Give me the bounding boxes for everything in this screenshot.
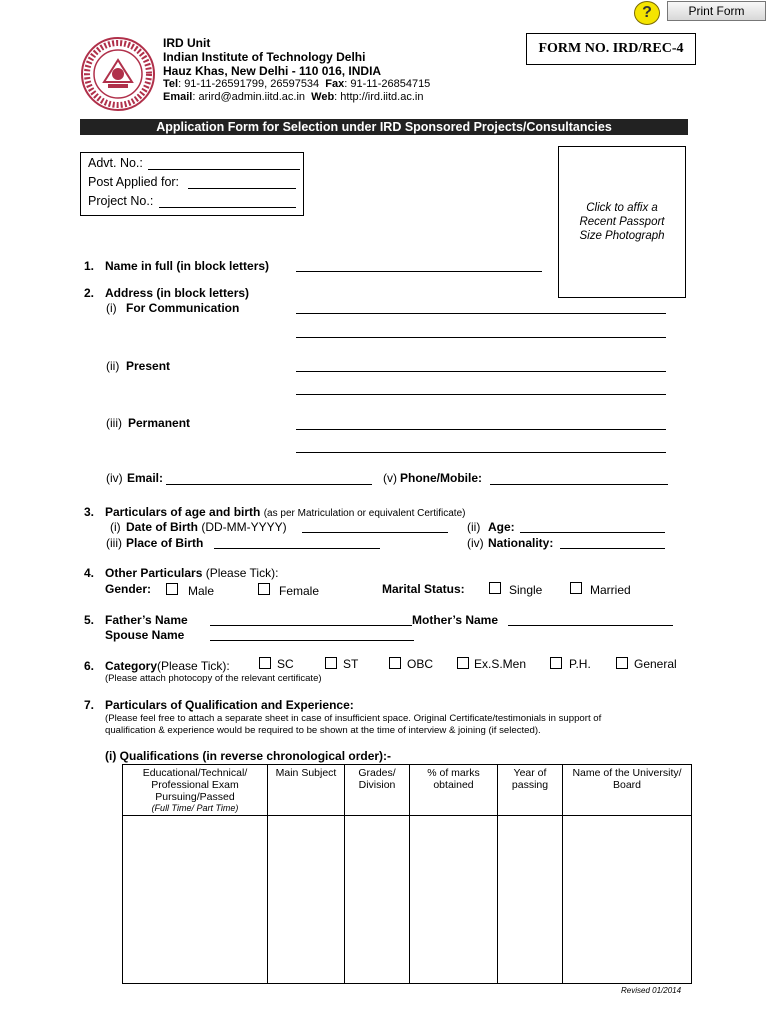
s4-number: 4. [84,566,95,580]
email-value[interactable]: : arird@admin.iitd.ac.in [192,91,306,103]
pob-field[interactable] [214,548,380,549]
communication-label: For Communication [126,301,240,315]
spouse-name-label: Spouse Name [105,628,185,642]
general-label: General [634,657,677,671]
help-icon[interactable]: ? [634,1,660,25]
revised-date: Revised 01/2014 [621,986,682,995]
form-number: FORM NO. IRD/REC-4 [526,33,696,65]
qualifications-table [122,764,692,984]
web-value[interactable]: : http://ird.iitd.ac.in [334,91,424,103]
grades-cell[interactable] [345,816,410,984]
col-marks-header: % of marks obtained [410,765,498,816]
address-iii-num: (iii) [106,416,122,430]
dob-label-group [126,520,287,534]
subject-cell[interactable] [268,816,345,984]
present-field-1[interactable] [296,371,666,372]
email-label: Email [163,91,193,103]
tel-value: : 91-11-26591799, 26597534 [178,78,320,90]
tel-label: Tel [163,78,179,90]
marital-status-label: Marital Status: [382,582,465,596]
permanent-field-2[interactable] [296,452,666,453]
web-label: Web [311,91,335,103]
other-particulars-label: Other Particulars [105,566,203,580]
s6-number: 6. [84,659,95,673]
spouse-name-field[interactable] [210,640,414,641]
permanent-field-1[interactable] [296,429,666,430]
photo-upload-box[interactable] [558,146,686,298]
mother-name-label: Mother’s Name [412,613,499,627]
col-year-header: Year of passing [498,765,563,816]
father-name-label: Father’s Name [105,613,188,627]
phone-label: Phone/Mobile: [400,471,482,485]
communication-field-2[interactable] [296,337,666,338]
contact-email-web [163,91,423,103]
mother-name-field[interactable] [508,625,673,626]
s2-number: 2. [84,286,95,300]
address-v-num: (v) [383,471,397,485]
single-checkbox[interactable] [489,582,501,594]
nationality-label: Nationality: [488,536,554,550]
ph-checkbox[interactable] [550,657,562,669]
col-subject-header: Main Subject [268,765,345,816]
table-header-row [123,765,692,816]
gender-label: Gender: [105,582,152,596]
category-label: Category [105,659,158,673]
address-label: Address (in block letters) [105,286,250,300]
photo-line-1: Click to affix a [586,202,658,214]
general-checkbox[interactable] [616,657,628,669]
age-birth-note: (as per Matriculation or equivalent Certificate) [263,508,466,519]
present-label: Present [126,359,171,373]
marks-cell[interactable] [410,816,498,984]
father-name-field[interactable] [210,625,412,626]
project-no-field[interactable] [159,207,296,208]
post-applied-label: Post Applied for: [88,175,180,189]
married-label: Married [590,583,631,597]
ph-label: P.H. [569,657,591,671]
address-ii-num: (ii) [106,359,120,373]
s3-number: 3. [84,505,95,519]
present-field-2[interactable] [296,394,666,395]
advt-no-label: Advt. No.: [88,156,143,170]
obc-checkbox[interactable] [389,657,401,669]
post-applied-field[interactable] [188,188,296,189]
category-note: (Please attach photocopy of the relevant certificate) [105,673,322,684]
name-label: Name in full (in block letters) [105,259,270,273]
table-row[interactable] [123,816,692,984]
single-label: Single [509,583,543,597]
dob-format: (DD-MM-YYYY) [201,520,287,534]
dob-label: Date of Birth [126,520,198,534]
pob-label: Place of Birth [126,536,204,550]
name-field[interactable] [296,271,542,272]
year-cell[interactable] [498,816,563,984]
dob-num: (i) [110,520,121,534]
communication-field-1[interactable] [296,313,666,314]
photo-line-2: Recent Passport [579,216,665,228]
female-checkbox[interactable] [258,583,270,595]
age-birth-heading [105,505,465,519]
form-title: Application Form for Selection under IRD Sponsored Projects/Consultancies [80,119,688,135]
nationality-field[interactable] [560,548,665,549]
institute-address: Hauz Khas, New Delhi - 110 016, INDIA [163,64,382,78]
st-checkbox[interactable] [325,657,337,669]
age-label: Age: [488,520,515,534]
age-birth-label: Particulars of age and birth [105,505,261,519]
married-checkbox[interactable] [570,582,582,594]
sc-label: SC [277,657,294,671]
other-particulars-heading [105,566,278,580]
s5-number: 5. [84,613,95,627]
age-num: (ii) [467,520,481,534]
phone-field[interactable] [490,484,668,485]
female-label: Female [279,584,320,598]
category-heading [105,659,230,673]
email-field[interactable] [166,484,372,485]
male-label: Male [188,584,215,598]
advt-no-field[interactable] [148,169,300,170]
contact-phone-fax [163,78,430,90]
photo-line-3: Size Photograph [579,230,665,242]
address-i-num: (i) [106,301,117,315]
exsmen-label: Ex.S.Men [474,657,527,671]
male-checkbox[interactable] [166,583,178,595]
s7-number: 7. [84,698,95,712]
university-cell[interactable] [563,816,692,984]
exsmen-checkbox[interactable] [457,657,469,669]
fax-value: : 91-11-26854715 [344,78,431,90]
st-label: ST [343,657,359,671]
qualification-note-2: qualification & experience would be required to be shown at the time of interview & joining (if selected). [105,725,541,736]
exam-cell[interactable] [123,816,268,984]
unit-name: IRD Unit [163,36,211,50]
qualification-note-1: (Please feel free to attach a separate sheet in case of insufficient space. Original Certificate/testimonials in support of [105,713,602,724]
project-no-label: Project No.: [88,194,154,208]
sc-checkbox[interactable] [259,657,271,669]
iit-delhi-logo [80,36,156,112]
s1-number: 1. [84,259,95,273]
qualifications-subheading: (i) Qualifications (in reverse chronological order):- [105,749,392,763]
fax-label: Fax [325,78,345,90]
pob-num: (iii) [106,536,122,550]
address-iv-num: (iv) [106,471,123,485]
other-particulars-tick: (Please Tick): [205,566,279,580]
col-university-header: Name of the University/ Board [563,765,692,816]
qualification-heading: Particulars of Qualification and Experience: [105,698,354,712]
dob-field[interactable] [302,532,448,533]
col-exam-header: Educational/Technical/ Professional Exam Pursuing/Passed (Full Time/ Part Time) [123,765,268,816]
institute-name: Indian Institute of Technology Delhi [163,50,366,64]
nationality-num: (iv) [467,536,484,550]
col-grades-header: Grades/ Division [345,765,410,816]
obc-label: OBC [407,657,434,671]
email-label-field: Email: [127,471,164,485]
age-field[interactable] [520,532,665,533]
print-form-button[interactable]: Print Form [667,1,766,21]
permanent-label: Permanent [128,416,191,430]
category-tick: (Please Tick): [157,659,230,673]
